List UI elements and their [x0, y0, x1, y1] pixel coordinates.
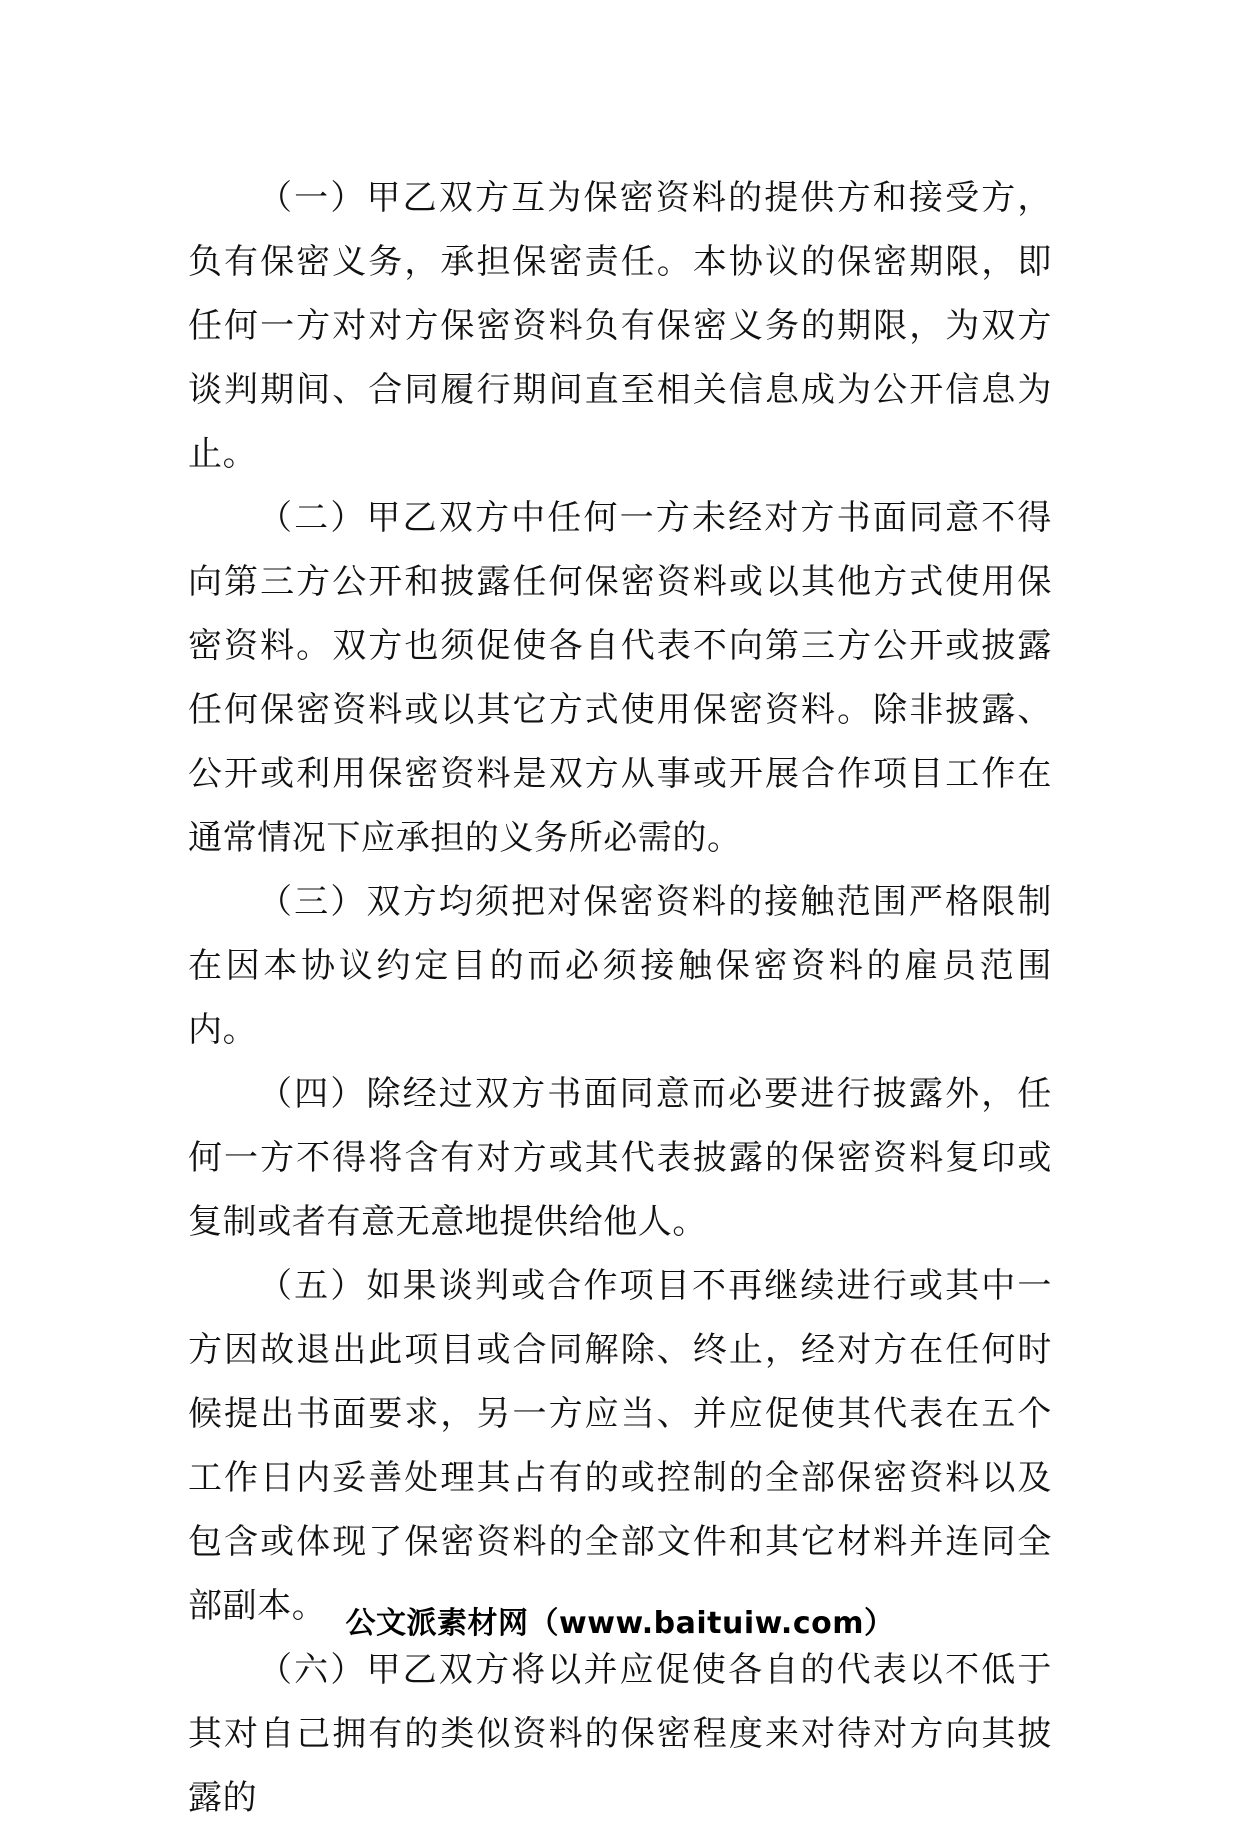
document-body [188, 166, 1052, 1830]
paragraph-2: （二）甲乙双方中任何一方未经对方书面同意不得向第三方公开和披露任何保密资料或以其他方式使用保密资料。双方也须促使各自代表不向第三方公开或披露任何保密资料或以其它方式使用保密资料。除非披露、公开或利用保密资料是双方从事或开展合作项目工作在通常情况下应承担的义务所必需的。 [188, 498, 1052, 858]
page-footer-watermark: 公文派素材网（www.baituiw.com） [345, 1606, 895, 1641]
paragraph-6: （六）甲乙双方将以并应促使各自的代表以不低于其对自己拥有的类似资料的保密程度来对待对方向其披露的 [188, 1650, 1052, 1818]
paragraph-5: （五）如果谈判或合作项目不再继续进行或其中一方因故退出此项目或合同解除、终止，经对方在任何时候提出书面要求，另一方应当、并应促使其代表在五个工作日内妥善处理其占有的或控制的全部保密资料以及包含或体现了保密资料的全部文件和其它材料并连同全部副本。 [188, 1266, 1052, 1626]
paragraph-4: （四）除经过双方书面同意而必要进行披露外，任何一方不得将含有对方或其代表披露的保密资料复印或复制或者有意无意地提供给他人。 [188, 1074, 1052, 1242]
paragraph-1: （一）甲乙双方互为保密资料的提供方和接受方，负有保密义务，承担保密责任。本协议的保密期限，即任何一方对对方保密资料负有保密义务的期限，为双方谈判期间、合同履行期间直至相关信息成为公开信息为止。 [188, 178, 1052, 474]
paragraph-3: （三）双方均须把对保密资料的接触范围严格限制在因本协议约定目的而必须接触保密资料的雇员范围内。 [188, 882, 1052, 1050]
